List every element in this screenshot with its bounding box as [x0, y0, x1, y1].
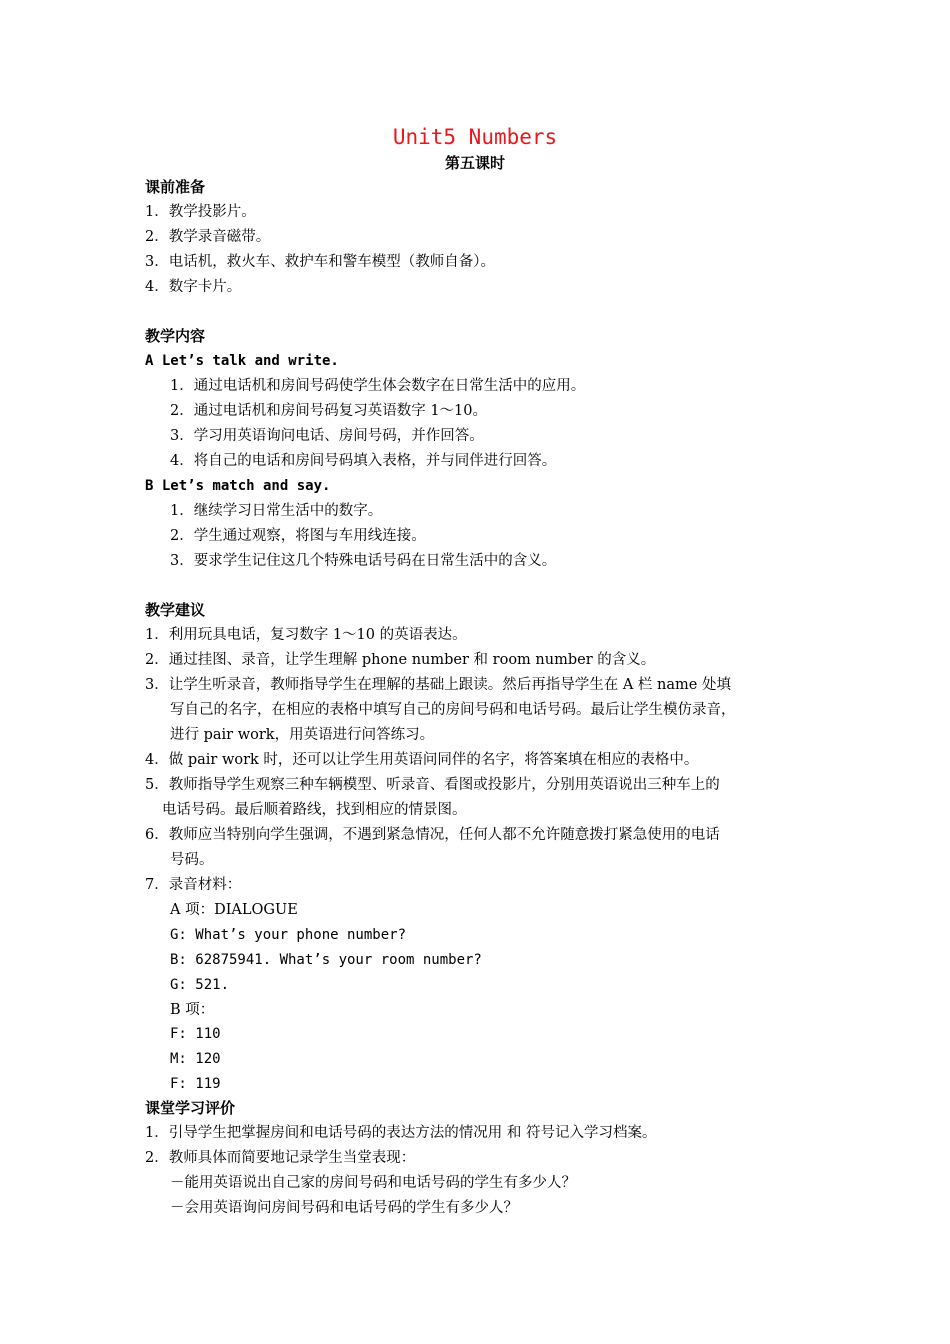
- script-line: B 项：: [170, 1002, 215, 1018]
- prep-item: 2．教学录音磁带。: [145, 229, 271, 245]
- part-a-item: 1．通过电话机和房间号码使学生体会数字在日常生活中的应用。: [170, 378, 586, 394]
- part-b-label: B Let’s match and say.: [145, 478, 331, 494]
- eval-line: 1．引导学生把掌握房间和电话号码的表达方法的情况用 和 符号记入学习档案。: [145, 1125, 657, 1141]
- suggest-line: 5．教师指导学生观察三种车辆模型、听录音、看图或投影片，分别用英语说出三种车上的: [145, 777, 720, 793]
- script-line: M: 120: [170, 1051, 221, 1067]
- script-line: G: What’s your phone number?: [170, 927, 407, 943]
- prep-item: 4．数字卡片。: [145, 279, 242, 295]
- content-heading: 教学内容: [145, 327, 206, 345]
- suggest-line: 2．通过挂图、录音，让学生理解 phone number 和 room number 的含义。: [145, 652, 656, 668]
- suggest-line: 号码。: [170, 852, 214, 868]
- script-line: A 项：DIALOGUE: [170, 902, 298, 918]
- part-b-item: 2．学生通过观察，将图与车用线连接。: [170, 528, 426, 544]
- script-line: F: 110: [170, 1026, 221, 1042]
- suggest-heading: 教学建议: [145, 601, 206, 619]
- script-line: G: 521.: [170, 977, 230, 993]
- eval-line: －会用英语询问房间号码和电话号码的学生有多少人？: [170, 1200, 518, 1216]
- part-a-item: 4．将自己的电话和房间号码填入表格，并与同伴进行回答。: [170, 453, 557, 469]
- suggest-line: 1．利用玩具电话，复习数字 1～10 的英语表达。: [145, 627, 467, 643]
- suggest-line: 电话号码。最后顺着路线，找到相应的情景图。: [162, 802, 467, 818]
- suggest-line: 写自己的名字，在相应的表格中填写自己的房间号码和电话号码。最后让学生模仿录音，: [170, 702, 736, 718]
- suggest-line: 7．录音材料：: [145, 877, 242, 893]
- suggest-line: 3．让学生听录音，教师指导学生在理解的基础上跟读。然后再指导学生在 A 栏 name 处填: [145, 677, 731, 693]
- part-a-item: 2．通过电话机和房间号码复习英语数字 1～10。: [170, 403, 488, 419]
- suggest-line: 6．教师应当特别向学生强调，不遇到紧急情况，任何人都不允许随意拨打紧急使用的电话: [145, 827, 720, 843]
- suggest-line: 4．做 pair work 时，还可以让学生用英语问同伴的名字，将答案填在相应的表格中。: [145, 752, 699, 768]
- part-b-item: 3．要求学生记住这几个特殊电话号码在日常生活中的含义。: [170, 553, 557, 569]
- prep-item: 1．教学投影片。: [145, 204, 256, 220]
- eval-line: 2．教师具体而简要地记录学生当堂表现：: [145, 1150, 416, 1166]
- prep-heading: 课前准备: [145, 178, 206, 196]
- suggest-line: 进行 pair work，用英语进行问答练习。: [170, 727, 435, 743]
- eval-heading: 课堂学习评价: [145, 1099, 236, 1117]
- document-subtitle: 第五课时: [444, 154, 505, 172]
- script-line: B: 62875941. What’s your room number?: [170, 952, 482, 968]
- part-b-item: 1．继续学习日常生活中的数字。: [170, 503, 383, 519]
- part-a-item: 3．学习用英语询问电话、房间号码，并作回答。: [170, 428, 484, 444]
- eval-line: －能用英语说出自己家的房间号码和电话号码的学生有多少人？: [170, 1175, 576, 1191]
- part-a-label: A Let’s talk and write.: [145, 353, 339, 369]
- script-line: F: 119: [170, 1076, 221, 1092]
- prep-item: 3．电话机，救火车、救护车和警车模型（教师自备）。: [145, 254, 495, 270]
- document-title: Unit5 Numbers: [392, 125, 558, 149]
